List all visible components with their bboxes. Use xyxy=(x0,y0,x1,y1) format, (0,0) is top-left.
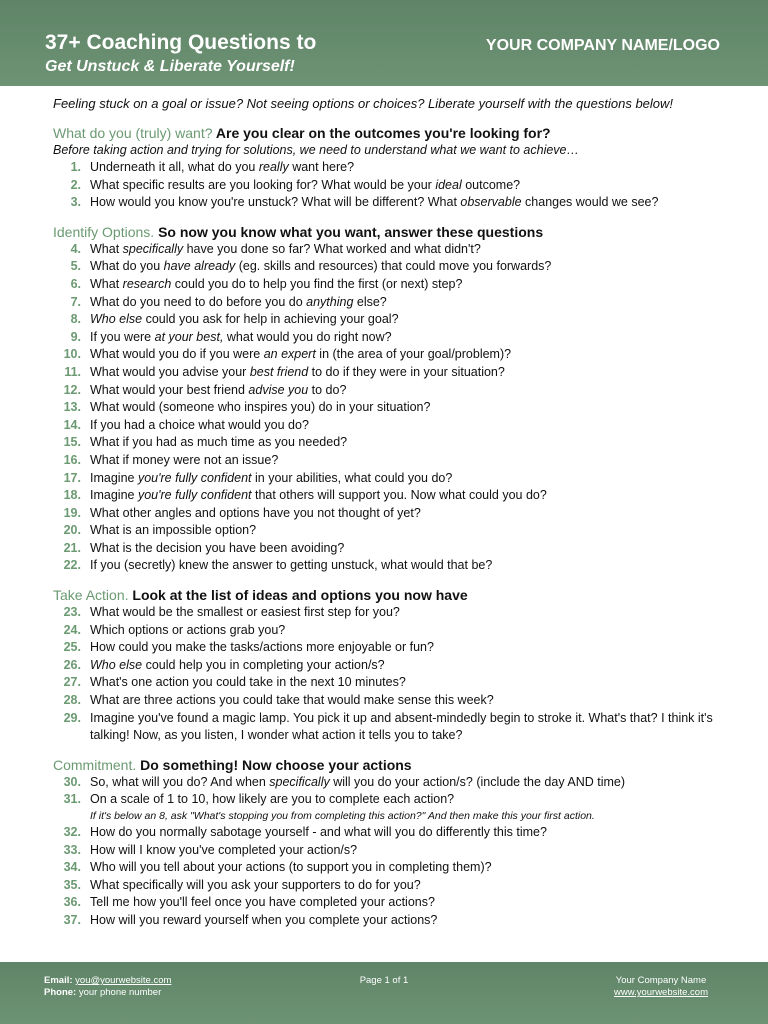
section xyxy=(53,223,743,575)
question-number: 5. xyxy=(70,259,81,274)
question-text xyxy=(90,774,743,792)
question-text-part: What other angles and options have you not thought of yet? xyxy=(90,505,421,520)
question-text xyxy=(90,417,743,435)
intro-text: Feeling stuck on a goal or issue? Not seeing options or choices? Liberate yourself with the questions below! xyxy=(53,96,674,111)
question-text xyxy=(90,912,743,930)
question-text-part: What if you had as much time as you needed? xyxy=(90,435,348,450)
question-text-part: else? xyxy=(353,294,387,309)
question-item xyxy=(53,417,743,435)
section-label: Identify Options. xyxy=(53,223,155,240)
question-item xyxy=(53,912,743,930)
question-number: 2. xyxy=(70,177,81,192)
question-text-part: changes would we see? xyxy=(521,195,659,210)
section-label: Take Action. xyxy=(53,587,129,604)
question-text xyxy=(90,177,743,195)
question-text-part: (eg. skills and resources) that could move you forwards? xyxy=(235,259,552,274)
question-item xyxy=(53,382,743,400)
question-text-part: outcome? xyxy=(461,177,521,192)
question-number: 7. xyxy=(70,294,81,309)
page-number: Page 1 of 1 xyxy=(359,975,409,986)
question-text xyxy=(90,842,743,860)
question-number: 17. xyxy=(63,470,81,485)
question-text-part: that others will support you. Now what could you do? xyxy=(251,488,547,503)
question-item xyxy=(53,540,743,558)
question-emphasis: ideal xyxy=(435,177,462,192)
question-text xyxy=(90,276,743,294)
question-text-part: Who will you tell about your actions (to support you in completing them)? xyxy=(90,860,492,875)
question-text xyxy=(90,604,743,622)
question-text xyxy=(90,639,743,657)
document-subtitle: Get Unstuck & Liberate Yourself! xyxy=(45,58,295,75)
question-number: 36. xyxy=(63,895,81,910)
question-text-part: What would (someone who inspires you) do in your situation? xyxy=(90,400,431,415)
question-text-part: If you (secretly) knew the answer to getting unstuck, what would that be? xyxy=(90,558,493,573)
question-emphasis: Who else xyxy=(90,312,143,327)
question-number: 10. xyxy=(63,347,81,362)
question-number: 22. xyxy=(63,558,81,573)
question-number: 14. xyxy=(63,417,81,432)
question-text-part: What xyxy=(90,276,123,291)
question-item xyxy=(53,674,743,692)
question-text-part: What's one action you could take in the next 10 minutes? xyxy=(90,675,406,690)
question-number: 4. xyxy=(70,241,81,256)
question-text-part: to do if they were in your situation? xyxy=(308,364,505,379)
footer-banner xyxy=(0,962,768,1024)
question-list xyxy=(53,159,743,212)
question-text xyxy=(90,674,743,692)
question-number: 6. xyxy=(70,276,81,291)
question-item xyxy=(53,434,743,452)
question-text-part: How would you know you're unstuck? What will be different? What xyxy=(90,195,461,210)
question-item xyxy=(53,311,743,329)
question-text xyxy=(90,710,743,745)
question-emphasis: advise you xyxy=(248,382,309,397)
section-label: Commitment. xyxy=(53,756,137,773)
question-item xyxy=(53,774,743,792)
website-link[interactable]: www.yourwebsite.com xyxy=(614,987,708,998)
question-number: 8. xyxy=(70,312,81,327)
question-item xyxy=(53,639,743,657)
question-item xyxy=(53,842,743,860)
question-text xyxy=(90,470,743,488)
question-number: 30. xyxy=(63,774,81,789)
question-text xyxy=(90,540,743,558)
question-text xyxy=(90,311,743,329)
question-sections xyxy=(53,124,743,930)
question-text xyxy=(90,791,743,824)
question-text-part: What specifically will you ask your supporters to do for you? xyxy=(90,877,421,892)
question-text-part: If you had a choice what would you do? xyxy=(90,417,309,432)
question-text-part: What xyxy=(90,241,123,256)
question-item xyxy=(53,604,743,622)
question-item xyxy=(53,364,743,382)
question-item xyxy=(53,452,743,470)
section xyxy=(53,586,743,745)
question-text-part: could you ask for help in achieving your goal? xyxy=(142,312,399,327)
company-name: Your Company Name xyxy=(615,975,707,986)
question-emphasis: you're fully confident xyxy=(137,470,252,485)
question-item xyxy=(53,258,743,276)
question-list xyxy=(53,241,743,575)
question-text-part: have you done so far? What worked and what didn't? xyxy=(183,241,481,256)
question-text xyxy=(90,557,743,575)
question-text-part: If you were xyxy=(90,329,155,344)
question-emphasis: research xyxy=(122,276,172,291)
header-banner xyxy=(0,0,768,86)
question-item xyxy=(53,487,743,505)
question-text xyxy=(90,159,743,177)
question-item xyxy=(53,622,743,640)
question-text xyxy=(90,329,743,347)
question-text xyxy=(90,894,743,912)
question-text-part: could help you in completing your action/s? xyxy=(142,657,385,672)
question-item xyxy=(53,241,743,259)
question-item xyxy=(53,657,743,675)
footer-company xyxy=(614,975,708,999)
question-text-part: Imagine you've found a magic lamp. You pick it up and absent-mindedly begin to stroke it. What's that? I think it's talking! Now, as you listen, I wonder what action it tells you to take? xyxy=(90,710,713,743)
question-text-part: What would your best friend xyxy=(90,382,249,397)
email-link[interactable]: you@yourwebsite.com xyxy=(75,975,172,986)
question-text-part: What would you do if you were xyxy=(90,347,264,362)
question-text xyxy=(90,399,743,417)
question-text-part: Tell me how you'll feel once you have completed your actions? xyxy=(90,895,435,910)
section-label: What do you (truly) want? xyxy=(53,125,213,141)
question-list xyxy=(53,604,743,745)
question-text-part: will you do your action/s? (include the day AND time) xyxy=(329,774,625,789)
question-text-part: What if money were not an issue? xyxy=(90,452,279,467)
question-item xyxy=(53,894,743,912)
question-text-part: in your abilities, what could you do? xyxy=(251,470,453,485)
question-text-part: Underneath it all, what do you xyxy=(90,160,259,174)
question-number: 1. xyxy=(70,160,81,174)
phone-number: your phone number xyxy=(78,987,162,998)
question-text xyxy=(90,346,743,364)
question-item xyxy=(53,791,743,824)
question-number: 18. xyxy=(63,488,81,503)
question-text xyxy=(90,434,743,452)
question-text-part: Imagine xyxy=(90,488,138,503)
question-text-part: What is an impossible option? xyxy=(90,523,257,538)
section-heading xyxy=(53,586,743,604)
section-heading xyxy=(53,124,743,142)
question-number: 37. xyxy=(63,912,81,927)
question-emphasis: at your best, xyxy=(154,329,224,344)
question-text xyxy=(90,452,743,470)
question-number: 34. xyxy=(63,860,81,875)
question-item xyxy=(53,470,743,488)
question-number: 31. xyxy=(63,792,81,807)
section-note: Before taking action and trying for solutions, we need to understand what we want to achieve… xyxy=(53,143,580,157)
question-text-part: What do you need to do before you do xyxy=(90,294,307,309)
question-text-part: What specific results are you looking for? What would be your xyxy=(90,177,436,192)
question-text-part: Which options or actions grab you? xyxy=(90,622,286,637)
question-item xyxy=(53,557,743,575)
question-text-part: How will you reward yourself when you complete your actions? xyxy=(90,912,438,927)
question-number: 32. xyxy=(63,825,81,839)
question-emphasis: anything xyxy=(306,294,354,309)
question-item xyxy=(53,276,743,294)
section-heading-text: Look at the list of ideas and options you now have xyxy=(132,587,468,604)
question-text xyxy=(90,824,743,842)
question-number: 33. xyxy=(63,842,81,857)
question-text xyxy=(90,241,743,259)
question-item xyxy=(53,294,743,312)
question-list xyxy=(53,774,743,930)
question-number: 26. xyxy=(63,657,81,672)
question-text-part: Imagine xyxy=(90,470,138,485)
question-text-part: So, what will you do? And when xyxy=(90,774,270,789)
question-text xyxy=(90,294,743,312)
question-text xyxy=(90,364,743,382)
question-item xyxy=(53,859,743,877)
question-note: If it's below an 8, ask "What's stopping you from completing this action?" And then make this your first action. xyxy=(90,810,595,822)
question-emphasis: an expert xyxy=(263,347,316,362)
question-text-part: to do? xyxy=(308,382,347,397)
question-item xyxy=(53,329,743,347)
phone-label: Phone: xyxy=(44,987,77,998)
email-label: Email: xyxy=(44,975,73,986)
question-emphasis: you're fully confident xyxy=(137,488,252,503)
question-item xyxy=(53,194,743,212)
question-number: 23. xyxy=(63,605,81,620)
question-number: 20. xyxy=(63,523,81,538)
question-text xyxy=(90,692,743,710)
question-item xyxy=(53,824,743,842)
question-text-part: How will I know you've completed your action/s? xyxy=(90,842,358,857)
question-text xyxy=(90,877,743,895)
question-emphasis: best friend xyxy=(249,364,309,379)
question-number: 11. xyxy=(64,364,81,379)
question-emphasis: Who else xyxy=(90,657,143,672)
question-text-part: What are three actions you could take that would make sense this week? xyxy=(90,693,494,708)
question-text-part: On a scale of 1 to 10, how likely are you to complete each action? xyxy=(90,792,455,807)
question-number: 15. xyxy=(63,435,81,450)
question-text-part: What is the decision you have been avoiding? xyxy=(90,540,345,555)
question-number: 3. xyxy=(70,195,81,210)
section-heading xyxy=(53,223,743,241)
question-text-part: want here? xyxy=(288,160,355,174)
question-emphasis: have already xyxy=(163,259,236,274)
question-text xyxy=(90,194,743,212)
question-text xyxy=(90,522,743,540)
question-number: 13. xyxy=(63,400,81,415)
question-item xyxy=(53,522,743,540)
question-number: 24. xyxy=(63,622,81,637)
question-item xyxy=(53,505,743,523)
question-item xyxy=(53,692,743,710)
question-text xyxy=(90,258,743,276)
question-text-part: could you do to help you find the first (or next) step? xyxy=(171,276,463,291)
question-text xyxy=(90,622,743,640)
question-text-part: What would be the smallest or easiest first step for you? xyxy=(90,605,400,620)
question-number: 19. xyxy=(63,505,81,520)
document-body xyxy=(53,94,743,930)
section-heading xyxy=(53,756,743,774)
question-item xyxy=(53,159,743,177)
section xyxy=(53,756,743,930)
section xyxy=(53,124,743,212)
question-number: 28. xyxy=(63,693,81,708)
question-number: 29. xyxy=(63,710,81,725)
question-number: 16. xyxy=(63,452,81,467)
question-text-part: what would you do right now? xyxy=(223,329,392,344)
document-title: 37+ Coaching Questions to xyxy=(45,31,317,54)
question-text xyxy=(90,382,743,400)
question-number: 9. xyxy=(70,329,81,344)
question-emphasis: specifically xyxy=(122,241,184,256)
question-text-part: What would you advise your xyxy=(90,364,250,379)
question-text xyxy=(90,487,743,505)
question-item xyxy=(53,710,743,745)
question-item xyxy=(53,877,743,895)
question-item xyxy=(53,177,743,195)
question-emphasis: observable xyxy=(460,195,522,210)
question-number: 12. xyxy=(63,382,81,397)
question-number: 27. xyxy=(63,675,81,690)
section-heading-text: So now you know what you want, answer these questions xyxy=(158,223,544,240)
question-number: 35. xyxy=(63,877,81,892)
question-number: 21. xyxy=(63,540,81,555)
question-text-part: How could you make the tasks/actions more enjoyable or fun? xyxy=(90,640,434,655)
question-item xyxy=(53,399,743,417)
question-text xyxy=(90,859,743,877)
question-text xyxy=(90,505,743,523)
question-text-part: in (the area of your goal/problem)? xyxy=(315,347,512,362)
question-emphasis: really xyxy=(258,160,289,174)
question-number: 25. xyxy=(63,640,81,655)
question-text-part: What do you xyxy=(90,259,164,274)
company-logo-placeholder: YOUR COMPANY NAME/LOGO xyxy=(485,37,720,54)
question-item xyxy=(53,346,743,364)
question-emphasis: specifically xyxy=(269,774,330,789)
question-text-part: How do you normally sabotage yourself - and what will you do differently this time? xyxy=(90,825,547,839)
question-text xyxy=(90,657,743,675)
section-heading-text: Do something! Now choose your actions xyxy=(140,756,412,773)
section-heading-text: Are you clear on the outcomes you're looking for? xyxy=(215,125,551,141)
